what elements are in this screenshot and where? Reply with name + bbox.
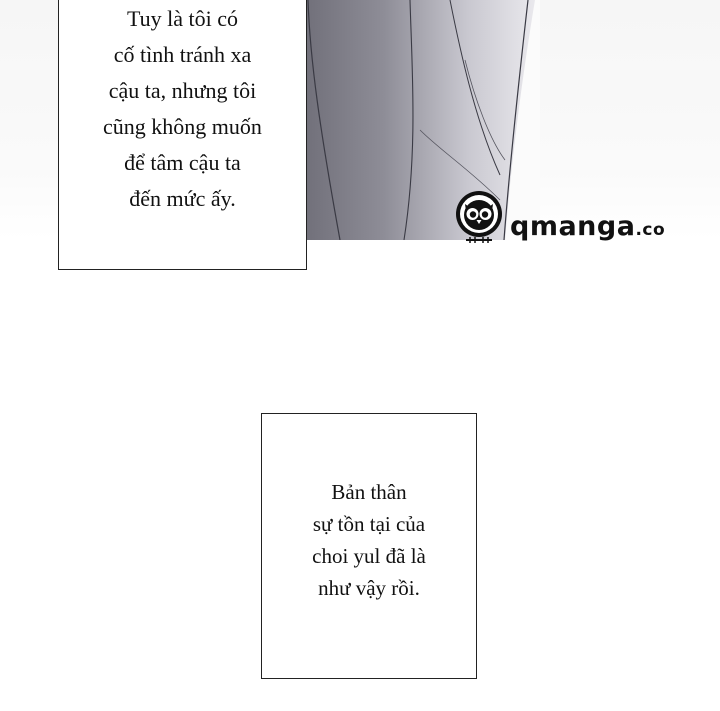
caption-text: choi yul đã là <box>312 544 426 568</box>
caption-text: cố tình tránh xa <box>113 42 252 67</box>
caption-text: Bản thân <box>331 480 407 504</box>
caption-text: để tâm cậu ta <box>124 150 241 175</box>
caption-text: cũng không muốn <box>103 114 262 139</box>
caption-text: như vậy rồi. <box>318 576 420 600</box>
watermark-site: qmanga <box>510 211 636 242</box>
caption-text: Tuy là tôi có <box>126 6 239 31</box>
caption-text: đến mức ấy. <box>129 186 236 211</box>
narration-box-2 <box>261 413 477 679</box>
watermark-tld: .co <box>635 220 666 240</box>
watermark-text <box>510 212 665 245</box>
site-watermark <box>452 190 672 250</box>
narration-box-1 <box>58 0 307 270</box>
caption-text: cậu ta, nhưng tôi <box>108 78 257 103</box>
owl-icon <box>452 190 508 246</box>
caption-text: sự tồn tại của <box>312 512 426 536</box>
